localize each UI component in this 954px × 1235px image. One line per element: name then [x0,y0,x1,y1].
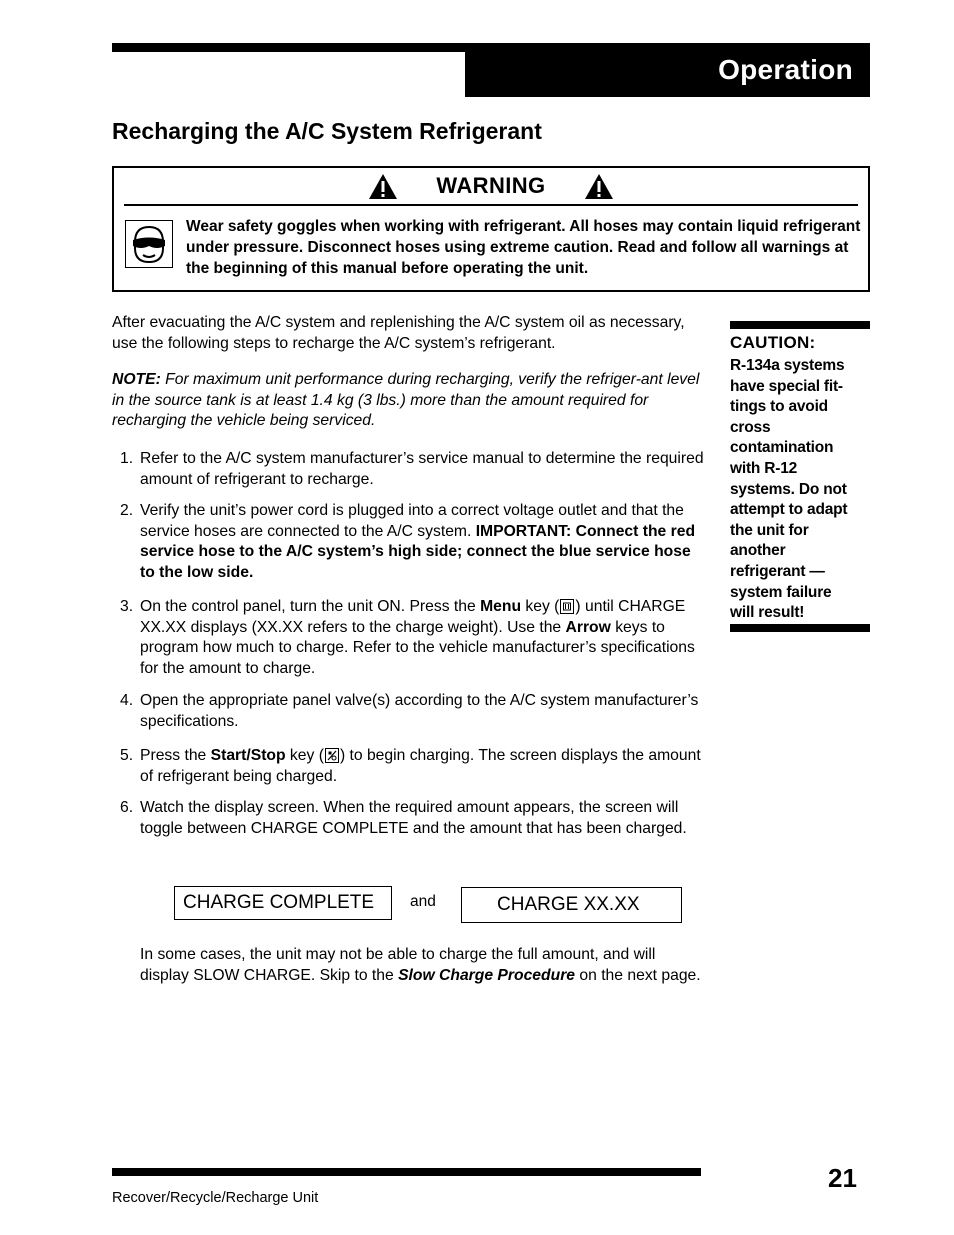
step-text-plain: keys to program how much to charge. Refer to the vehicle manufacturer’s specifications for the amount to charge. [140,618,695,677]
step-text [140,501,705,583]
step-text-plain: ) to begin charging. The screen displays the amount of refrigerant being charged. [140,747,701,785]
caution-line: attempt to adapt [730,501,848,519]
section-title: Recharging the A/C System Refrigerant [112,118,542,144]
step-text-plain: key ( [285,747,324,764]
page-number: 21 [828,1163,857,1193]
step-number: 4. [120,692,134,709]
note-label: NOTE: [112,371,161,388]
chapter-title: Operation [718,54,853,85]
start-stop-key-icon [325,748,339,763]
step-text [140,597,705,679]
start-stop-key-label: Start/Stop [210,747,286,764]
caution-heading: CAUTION: [730,333,816,352]
step-number: 3. [120,598,134,615]
note-paragraph [112,370,712,432]
arrow-key-label: Arrow [565,618,611,636]
warning-text: Wear safety goggles when working with refrigerant. All hoses may contain liquid refrigerant under pressure. Disconnect hoses using extreme caution. Read and follow all warnings at the beginning of this manual before operating the unit. [186,218,861,277]
footer-rule [112,1168,701,1176]
warning-triangle-icon [368,173,398,200]
intro-paragraph: After evacuating the A/C system and replenishing the A/C system oil as necessary, use the following steps to recharge the A/C system’s refrigerant. [112,314,685,352]
footer-text: Recover/Recycle/Recharge Unit [112,1190,319,1206]
step-text: Open the appropriate panel valve(s) according to the A/C system manufacturer’s specifications. [140,692,699,730]
menu-key-icon [560,599,574,614]
step-text-plain: Verify the unit’s power cord is plugged into a correct voltage outlet and that the service hoses are connected to the A/C system. [140,502,684,540]
slow-charge-reference: Slow Charge Procedure [398,966,576,984]
safety-goggles-icon [125,220,173,268]
closing-text: on the next page. [575,966,701,984]
step-text-plain: On the control panel, turn the unit ON. Press the [140,598,481,615]
caution-line: have special fit- [730,377,843,395]
caution-line: cross [730,418,771,436]
caution-text [730,356,870,624]
step-number: 5. [120,747,134,764]
caution-line: systems. Do not [730,480,847,498]
warning-header [114,168,868,204]
note-text: For maximum unit performance during recharging, verify the refriger-ant level in the source tank is at least 1.4 kg (3 lbs.) more than the amount required for recharging the vehicle being serviced. [112,371,700,430]
caution-line: another [730,542,786,560]
caution-line: system failure [730,583,832,601]
step-number: 6. [120,799,134,816]
caution-line: refrigerant — [730,562,825,580]
step-number: 2. [120,502,134,519]
step-text [140,746,705,787]
warning-triangle-icon [584,173,614,200]
caution-line: R-134a systems [730,357,845,374]
menu-key-label: Menu [480,598,522,615]
step-text-plain: Press the [140,747,211,764]
caution-rule-top [730,321,870,329]
warning-divider [124,204,858,206]
caution-rule-bottom [730,624,870,632]
caution-line: contamination [730,439,834,457]
closing-paragraph [140,945,705,986]
caution-line: will result! [730,604,805,622]
display-charge-complete: CHARGE COMPLETE [174,886,392,920]
step-text-plain: key ( [521,598,560,615]
step-text-plain: ) until CHARGE XX.XX displays (XX.XX refers to the charge weight). Use the [140,598,686,636]
caution-line: with R-12 [730,459,798,477]
caution-line: the unit for [730,521,809,539]
step-text: Refer to the A/C system manufacturer’s service manual to determine the required amount of refrigerant to recharge. [140,450,704,488]
warning-box [112,166,870,292]
and-label: and [410,893,436,910]
warning-label: WARNING [436,173,546,198]
closing-text: In some cases, the unit may not be able to charge the full amount, and will display SLOW CHARGE. Skip to the [140,946,656,984]
caution-line: tings to avoid [730,398,828,416]
important-text: IMPORTANT: Connect the red service hose to the A/C system’s high side; connect the blue service hose to the low side. [140,522,696,581]
step-text: Watch the display screen. When the required amount appears, the screen will toggle between CHARGE COMPLETE and the amount that has been charged. [140,799,687,837]
display-charge-amount: CHARGE XX.XX [461,887,682,923]
step-number: 1. [120,450,134,467]
